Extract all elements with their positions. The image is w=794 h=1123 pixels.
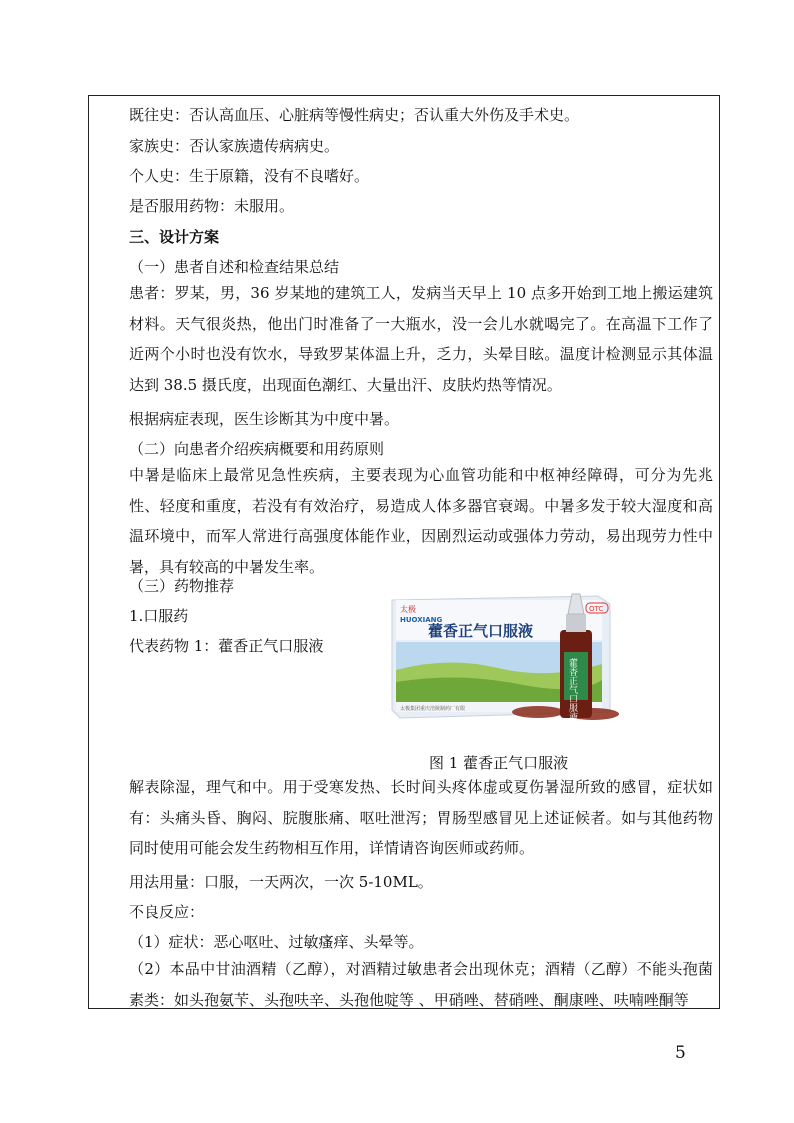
oral-drug-heading: 1.口服药 bbox=[129, 607, 189, 625]
adverse-item-2: （2）本品中甘油酒精（乙醇），对酒精过敏患者会出现休克；酒精（乙醇）不能头孢菌素类：如头孢氨苄、头孢呋辛、头孢他啶等 、甲硝唑、替硝唑、酮康唑、呋喃唑酮等 bbox=[129, 960, 713, 1009]
svg-text:藿香正气口服液: 藿香正气口服液 bbox=[567, 658, 577, 721]
adverse-item-1: （1）症状：恶心呕吐、过敏瘙痒、头晕等。 bbox=[129, 933, 424, 951]
effects-paragraph: 解表除湿，理气和中。用于受寒发热、长时间头疼体虚或夏伤暑湿所致的感冒，症状如有：头痛头昏、胸闷、脘腹胀痛、呕吐泄泻；胃肠型感冒见上述证候者。如与其他药物同时使用可能会发生药物相互作用，详情请咨询医师或药师。 bbox=[129, 778, 713, 857]
diagnosis-text: 根据病症表现，医生诊断其为中度中暑。 bbox=[129, 410, 400, 428]
subsection-2-title: （二）向患者介绍疾病概要和用药原则 bbox=[129, 440, 385, 458]
page-number: 5 bbox=[675, 1043, 686, 1063]
figure-caption: 图 1 藿香正气口服液 bbox=[429, 754, 569, 772]
past-history: 既往史：否认高血压、心脏病等慢性病史；否认重大外伤及手术史。 bbox=[129, 106, 580, 124]
intro-paragraph: 中暑是临床上最常见急性疾病，主要表现为心血管功能和中枢神经障碍，可分为先兆性、轻度和重度，若没有有效治疗，易造成人体多器官衰竭。中暑多发于较大湿度和高温环境中，而军人常进行高强度体能作业，因剧烈运动或强体力劳动，易出现劳力性中暑，具有较高的中暑发生率。 bbox=[129, 466, 713, 576]
maker-text: 太极集团重庆涪陵制药厂有限 bbox=[400, 706, 466, 712]
medication-history: 是否服用药物：未服用。 bbox=[129, 197, 295, 215]
personal-history: 个人史：生于原籍，没有不良嗜好。 bbox=[129, 167, 370, 185]
adverse-title: 不良反应： bbox=[129, 903, 205, 921]
subsection-1-title: （一）患者自述和检查结果总结 bbox=[129, 258, 340, 276]
brand-en-text: HUOXIANG bbox=[400, 616, 443, 624]
section-title: 三、设计方案 bbox=[129, 228, 220, 246]
brand-text: 太极 bbox=[400, 605, 416, 614]
product-title: 藿香正气口服液 bbox=[428, 622, 534, 640]
family-history: 家族史：否认家族遗传病病史。 bbox=[129, 137, 340, 155]
subsection-3-title: （三）药物推荐 bbox=[129, 577, 235, 595]
drug1-label: 代表药物 1：藿香正气口服液 bbox=[129, 637, 324, 655]
dosage-text: 用法用量：口服，一天两次，一次 5-10ML。 bbox=[129, 873, 433, 891]
product-image bbox=[388, 590, 636, 722]
case-paragraph: 患者：罗某，男，36 岁某地的建筑工人，发病当天早上 10 点多开始到工地上搬运建筑材料。天气很炎热，他出门时准备了一大瓶水，没一会儿水就喝完了。在高温下工作了近两个小时也没有饮水，导致罗某体温上升，乏力，头晕目眩。温度计检测显示其体温达到 38.5 摄氏度，出现面色潮红、大量出汗、皮肤灼热等情况。 bbox=[129, 284, 713, 394]
otc-badge: OTC bbox=[589, 605, 604, 613]
